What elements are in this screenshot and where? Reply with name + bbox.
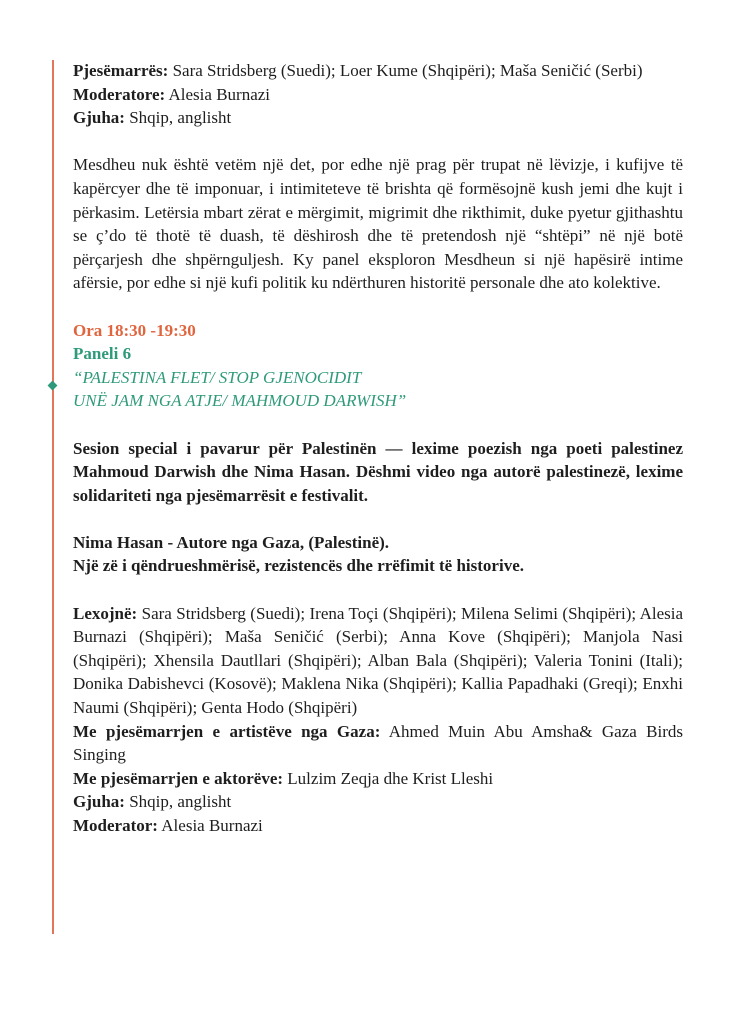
moderator-value-2: Alesia Burnazi xyxy=(157,816,263,835)
moderator-label: Moderatore: xyxy=(73,84,166,104)
readers-label: Lexojnë: xyxy=(73,603,138,623)
language-line xyxy=(73,106,683,130)
moderator-line-2 xyxy=(73,814,683,838)
timeline-diamond-marker-icon xyxy=(48,381,58,391)
panel-title-line-2: UNË JAM NGA ATJE/ MAHMOUD DARWISH” xyxy=(73,391,407,411)
artists-line xyxy=(73,720,683,767)
session-intro: Sesion special i pavarur për Palestinën — lexime poezish nga poeti palestinez Mahmoud Darwish dhe Nima Hasan. Dëshmi video nga autorë palestinezë, lexime solidariteti nga pjesëmarrësit e festivalit. xyxy=(73,438,683,505)
language-label-2: Gjuha: xyxy=(73,792,125,812)
guest-line-1: Nima Hasan - Autore nga Gaza, (Palestinë). xyxy=(73,532,390,552)
panel-description: Mesdheu nuk është vetëm një det, por edhe një prag për trupat në lëvizje, i kufijve të kapërcyer dhe të imponuar, i intimiteteve të brishta që formësojnë kush jemi dhe kujt i përkasim. Letërsia mbart zërat e mërgimit, migrimit dhe rikthimit, duke pyetur gjithashtu se ç’do të thotë të duash, të dëshirosh dhe të pretendosh një “shtëpi” në një botë përçarjesh dhe shpërnguljesh. Ky panel eksploron Mesdheun si një hapësirë intime afërsie, por edhe si një kufi politik ku ndërthuren historitë personale dhe ato kolektive. xyxy=(73,155,683,293)
actors-line xyxy=(73,767,683,791)
participants-label: Pjesëmarrës: xyxy=(73,61,169,80)
guest-line-2: Një zë i qëndrueshmërisë, rezistencës dhe rrëfimit të historive. xyxy=(73,556,524,576)
session-time: Ora 18:30 -19:30 xyxy=(73,320,196,340)
panel-title-line-1: “PALESTINA FLET/ STOP GJENOCIDIT xyxy=(73,367,362,387)
artists-label: Me pjesëmarrjen e artistëve nga Gaza: xyxy=(73,721,381,741)
participants-line xyxy=(73,59,683,83)
language-label: Gjuha: xyxy=(73,108,125,128)
panel-number: Paneli 6 xyxy=(73,344,132,364)
moderator-line xyxy=(73,83,683,107)
readers-line xyxy=(73,602,683,720)
artists-value: Ahmed Muin Abu Amsha& Gaza Birds Singing xyxy=(73,721,683,765)
previous-panel-details xyxy=(73,59,683,295)
moderator-value: Alesia Burnazi xyxy=(165,84,271,104)
language-value: Shqip, anglisht xyxy=(124,108,232,128)
language-value-2: Shqip, anglisht xyxy=(124,792,232,812)
timeline-line xyxy=(52,60,54,934)
participants-value: Sara Stridsberg (Suedi); Loer Kume (Shqipëri); Maša Seničić (Serbi) xyxy=(168,61,643,80)
panel-6-details xyxy=(73,319,683,838)
actors-label: Me pjesëmarrjen e aktorëve: xyxy=(73,768,284,788)
actors-value: Lulzim Zeqja dhe Krist Lleshi xyxy=(283,768,494,788)
readers-value: Sara Stridsberg (Suedi); Irena Toçi (Shqipëri); Milena Selimi (Shqipëri); Alesia Burnazi (Shqipëri); Maša Seničić (Serbi); Anna Kove (Shqipëri); Manjola Nasi (Shqipëri); Xhensila Dautllari (Shqipëri); Alban Bala (Shqipëri); Valeria Tonini (Itali); Donika Dabishevci (Kosovë); Maklena Nika (Shqipëri); Kallia Papadhaki (Greqi); Enxhi Naumi (Shqipëri); Genta Hodo (Shqipëri) xyxy=(73,603,683,718)
language-line-2 xyxy=(73,790,683,814)
moderator-label-2: Moderator: xyxy=(73,816,158,835)
program-content xyxy=(73,59,683,838)
